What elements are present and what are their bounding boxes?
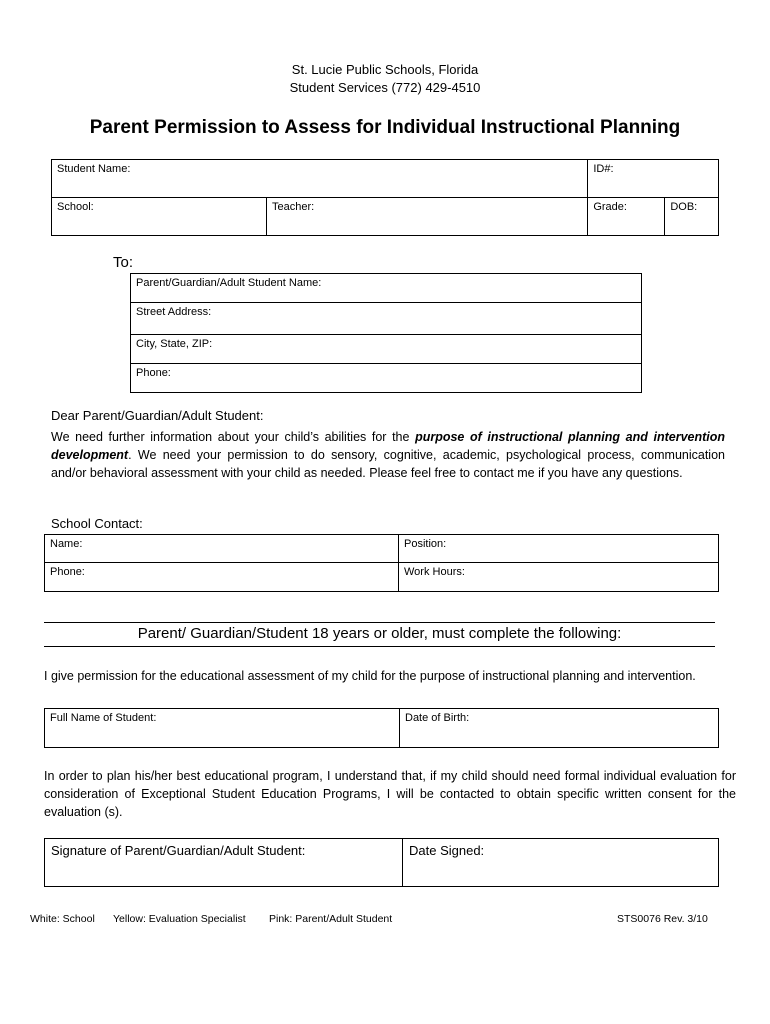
school-contact-table	[44, 534, 719, 592]
letter-body-emphasis: purpose of instructional planning and intervention development	[51, 430, 726, 462]
form-revision: STS0076 Rev. 3/10	[617, 913, 708, 925]
date-of-birth-field[interactable]	[400, 709, 719, 748]
id-label: ID#:	[593, 163, 614, 175]
contact-name-label: Name:	[50, 538, 83, 550]
signature-field[interactable]	[45, 839, 403, 887]
contact-work-hours-label: Work Hours:	[404, 566, 465, 578]
teacher-label: Teacher:	[272, 201, 315, 213]
school-label: School:	[57, 201, 94, 213]
date-of-birth-label: Date of Birth:	[405, 712, 470, 724]
contact-phone-field[interactable]	[45, 563, 399, 592]
dob-field[interactable]	[665, 198, 719, 236]
street-address-field[interactable]	[131, 303, 642, 335]
city-state-zip-label: City, State, ZIP:	[136, 338, 213, 350]
parent-name-label: Parent/Guardian/Adult Student Name:	[136, 277, 322, 289]
consent-heading: Parent/ Guardian/Student 18 years or older, must complete the following:	[137, 625, 622, 642]
grade-field[interactable]	[588, 198, 665, 236]
full-name-label: Full Name of Student:	[50, 712, 157, 724]
letter-body-end: . We need your permission to do sensory, cognitive, academic, psychological process, communication and/or behavioral assessment with your child as needed. Please feel free to contact me if you have any questions.	[51, 448, 725, 480]
parent-name-field[interactable]	[131, 274, 642, 303]
copy-pink-label: Pink: Parent/Adult Student	[269, 913, 393, 925]
contact-position-label: Position:	[404, 538, 447, 550]
full-name-field[interactable]	[45, 709, 400, 748]
teacher-field[interactable]	[267, 198, 588, 236]
recipient-phone-field[interactable]	[131, 364, 642, 393]
copy-yellow-label: Yellow: Evaluation Specialist	[113, 913, 246, 925]
to-label: To:	[113, 254, 134, 271]
ese-consent-paragraph: In order to plan his/her best educational program, I understand that, if my child should need formal individual evaluation for consideration of Exceptional Student Education Programs, I will be contacted to obtain specific written consent for the evaluation (s).	[44, 769, 736, 819]
date-signed-label: Date Signed:	[409, 843, 485, 858]
contact-work-hours-field[interactable]	[399, 563, 719, 592]
school-field[interactable]	[52, 198, 267, 236]
dob-label: DOB:	[670, 201, 698, 213]
signature-label: Signature of Parent/Guardian/Adult Student:	[51, 843, 306, 858]
contact-name-field[interactable]	[45, 535, 399, 563]
letter-body	[51, 428, 725, 482]
salutation: Dear Parent/Guardian/Adult Student:	[51, 408, 264, 423]
student-services-phone: Student Services (772) 429-4510	[289, 80, 481, 95]
id-field[interactable]	[588, 160, 719, 198]
date-signed-field[interactable]	[403, 839, 719, 887]
contact-position-field[interactable]	[399, 535, 719, 563]
copy-white-label: White: School	[30, 913, 95, 925]
student-info-table	[51, 159, 719, 236]
divider-bottom	[44, 646, 715, 647]
district-name: St. Lucie Public Schools, Florida	[291, 62, 479, 77]
street-address-label: Street Address:	[136, 306, 212, 318]
school-contact-label: School Contact:	[51, 516, 143, 531]
recipient-phone-label: Phone:	[136, 367, 171, 379]
letter-body-start: We need further information about your child’s abilities for the	[51, 430, 416, 444]
recipient-table	[130, 273, 642, 393]
student-identity-table	[44, 708, 719, 748]
permission-statement: I give permission for the educational assessment of my child for the purpose of instructional planning and intervention.	[44, 669, 696, 683]
contact-phone-label: Phone:	[50, 566, 85, 578]
form-title: Parent Permission to Assess for Individual Instructional Planning	[89, 117, 681, 138]
student-name-label: Student Name:	[57, 163, 131, 175]
divider-top	[44, 622, 715, 623]
signature-table	[44, 838, 719, 887]
grade-label: Grade:	[593, 201, 627, 213]
city-state-zip-field[interactable]	[131, 335, 642, 364]
student-name-field[interactable]	[52, 160, 588, 198]
